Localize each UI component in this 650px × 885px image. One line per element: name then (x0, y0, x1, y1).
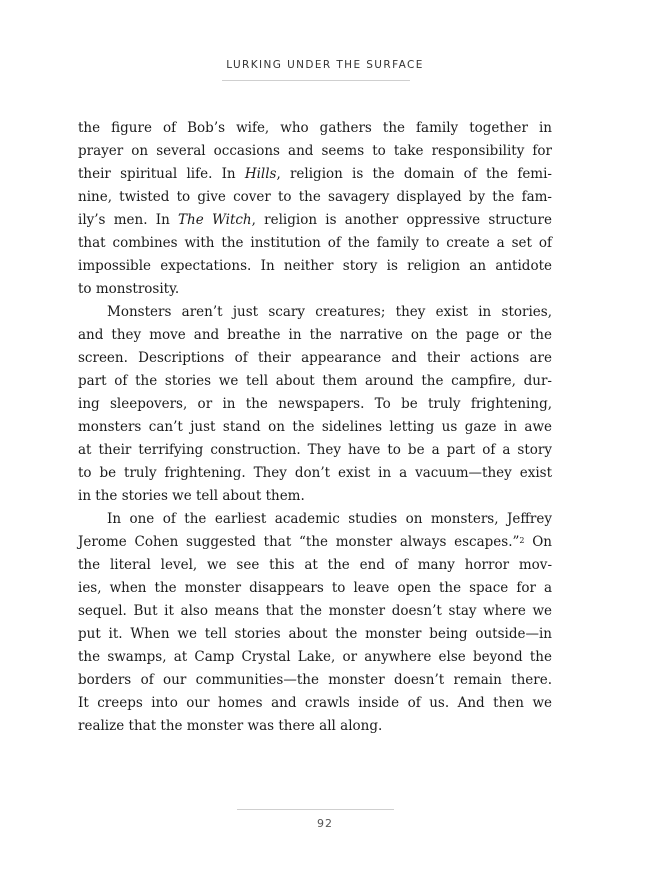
text-line: in the stories we tell about them. (78, 488, 305, 504)
text-line: ing sleepovers, or in the newspapers. To be truly frightening, (78, 396, 552, 412)
text-line: ies, when the monster disappears to leave open the space for a (78, 580, 552, 596)
running-head-rule (222, 80, 410, 81)
text-line: borders of our communities—the monster doesn’t remain there. (78, 672, 552, 688)
text-line: part of the stories we tell about them around the campfire, dur- (78, 373, 552, 389)
italic-title: Hills (244, 166, 277, 182)
folio-rule (237, 809, 394, 810)
text-line: It creeps into our homes and crawls inside of us. And then we (78, 695, 552, 711)
text-line: that combines with the institution of the family to create a set of (78, 235, 552, 251)
text-line: Jerome Cohen suggested that “the monster always escapes.”$^2$ On (78, 534, 552, 550)
text-line: to be truly frightening. They don’t exist in a vacuum—they exist (78, 465, 552, 481)
text-line: their spiritual life. In Hills, religion is the domain of the femi- (78, 166, 552, 182)
text-line: monsters can’t just stand on the sidelines letting us gaze in awe (78, 419, 552, 435)
text-line: at their terrifying construction. They have to be a part of a story (78, 442, 552, 458)
text-line: the swamps, at Camp Crystal Lake, or anywhere else beyond the (78, 649, 552, 665)
text-line: In one of the earliest academic studies on monsters, Jeffrey (107, 511, 552, 527)
text-line: the figure of Bob’s wife, who gathers the family together in (78, 120, 552, 136)
text-line: Monsters aren’t just scary creatures; they exist in stories, (107, 304, 552, 320)
text-line: put it. When we tell stories about the monster being outside—in (78, 626, 552, 642)
italic-title: The Witch (178, 212, 252, 228)
text-line: the literal level, we see this at the end of many horror mov- (78, 557, 552, 573)
page-number: 92 (317, 817, 333, 830)
text-line: screen. Descriptions of their appearance and their actions are (78, 350, 552, 366)
text-line: impossible expectations. In neither story is religion an antidote (78, 258, 552, 274)
body-text (78, 117, 552, 738)
text-line: nine, twisted to give cover to the savagery displayed by the fam- (78, 189, 552, 205)
text-line: prayer on several occasions and seems to take responsibility for (78, 143, 552, 159)
text-line: ily’s men. In The Witch, religion is another oppressive structure (78, 212, 552, 228)
text-line: sequel. But it also means that the monster doesn’t stay where we (78, 603, 552, 619)
text-line: to monstrosity. (78, 281, 180, 297)
text-line: realize that the monster was there all along. (78, 718, 383, 734)
text-line: and they move and breathe in the narrative on the page or the (78, 327, 552, 343)
footnote-marker[interactable]: 2 (519, 536, 525, 545)
running-head: LURKING UNDER THE SURFACE (226, 59, 424, 71)
